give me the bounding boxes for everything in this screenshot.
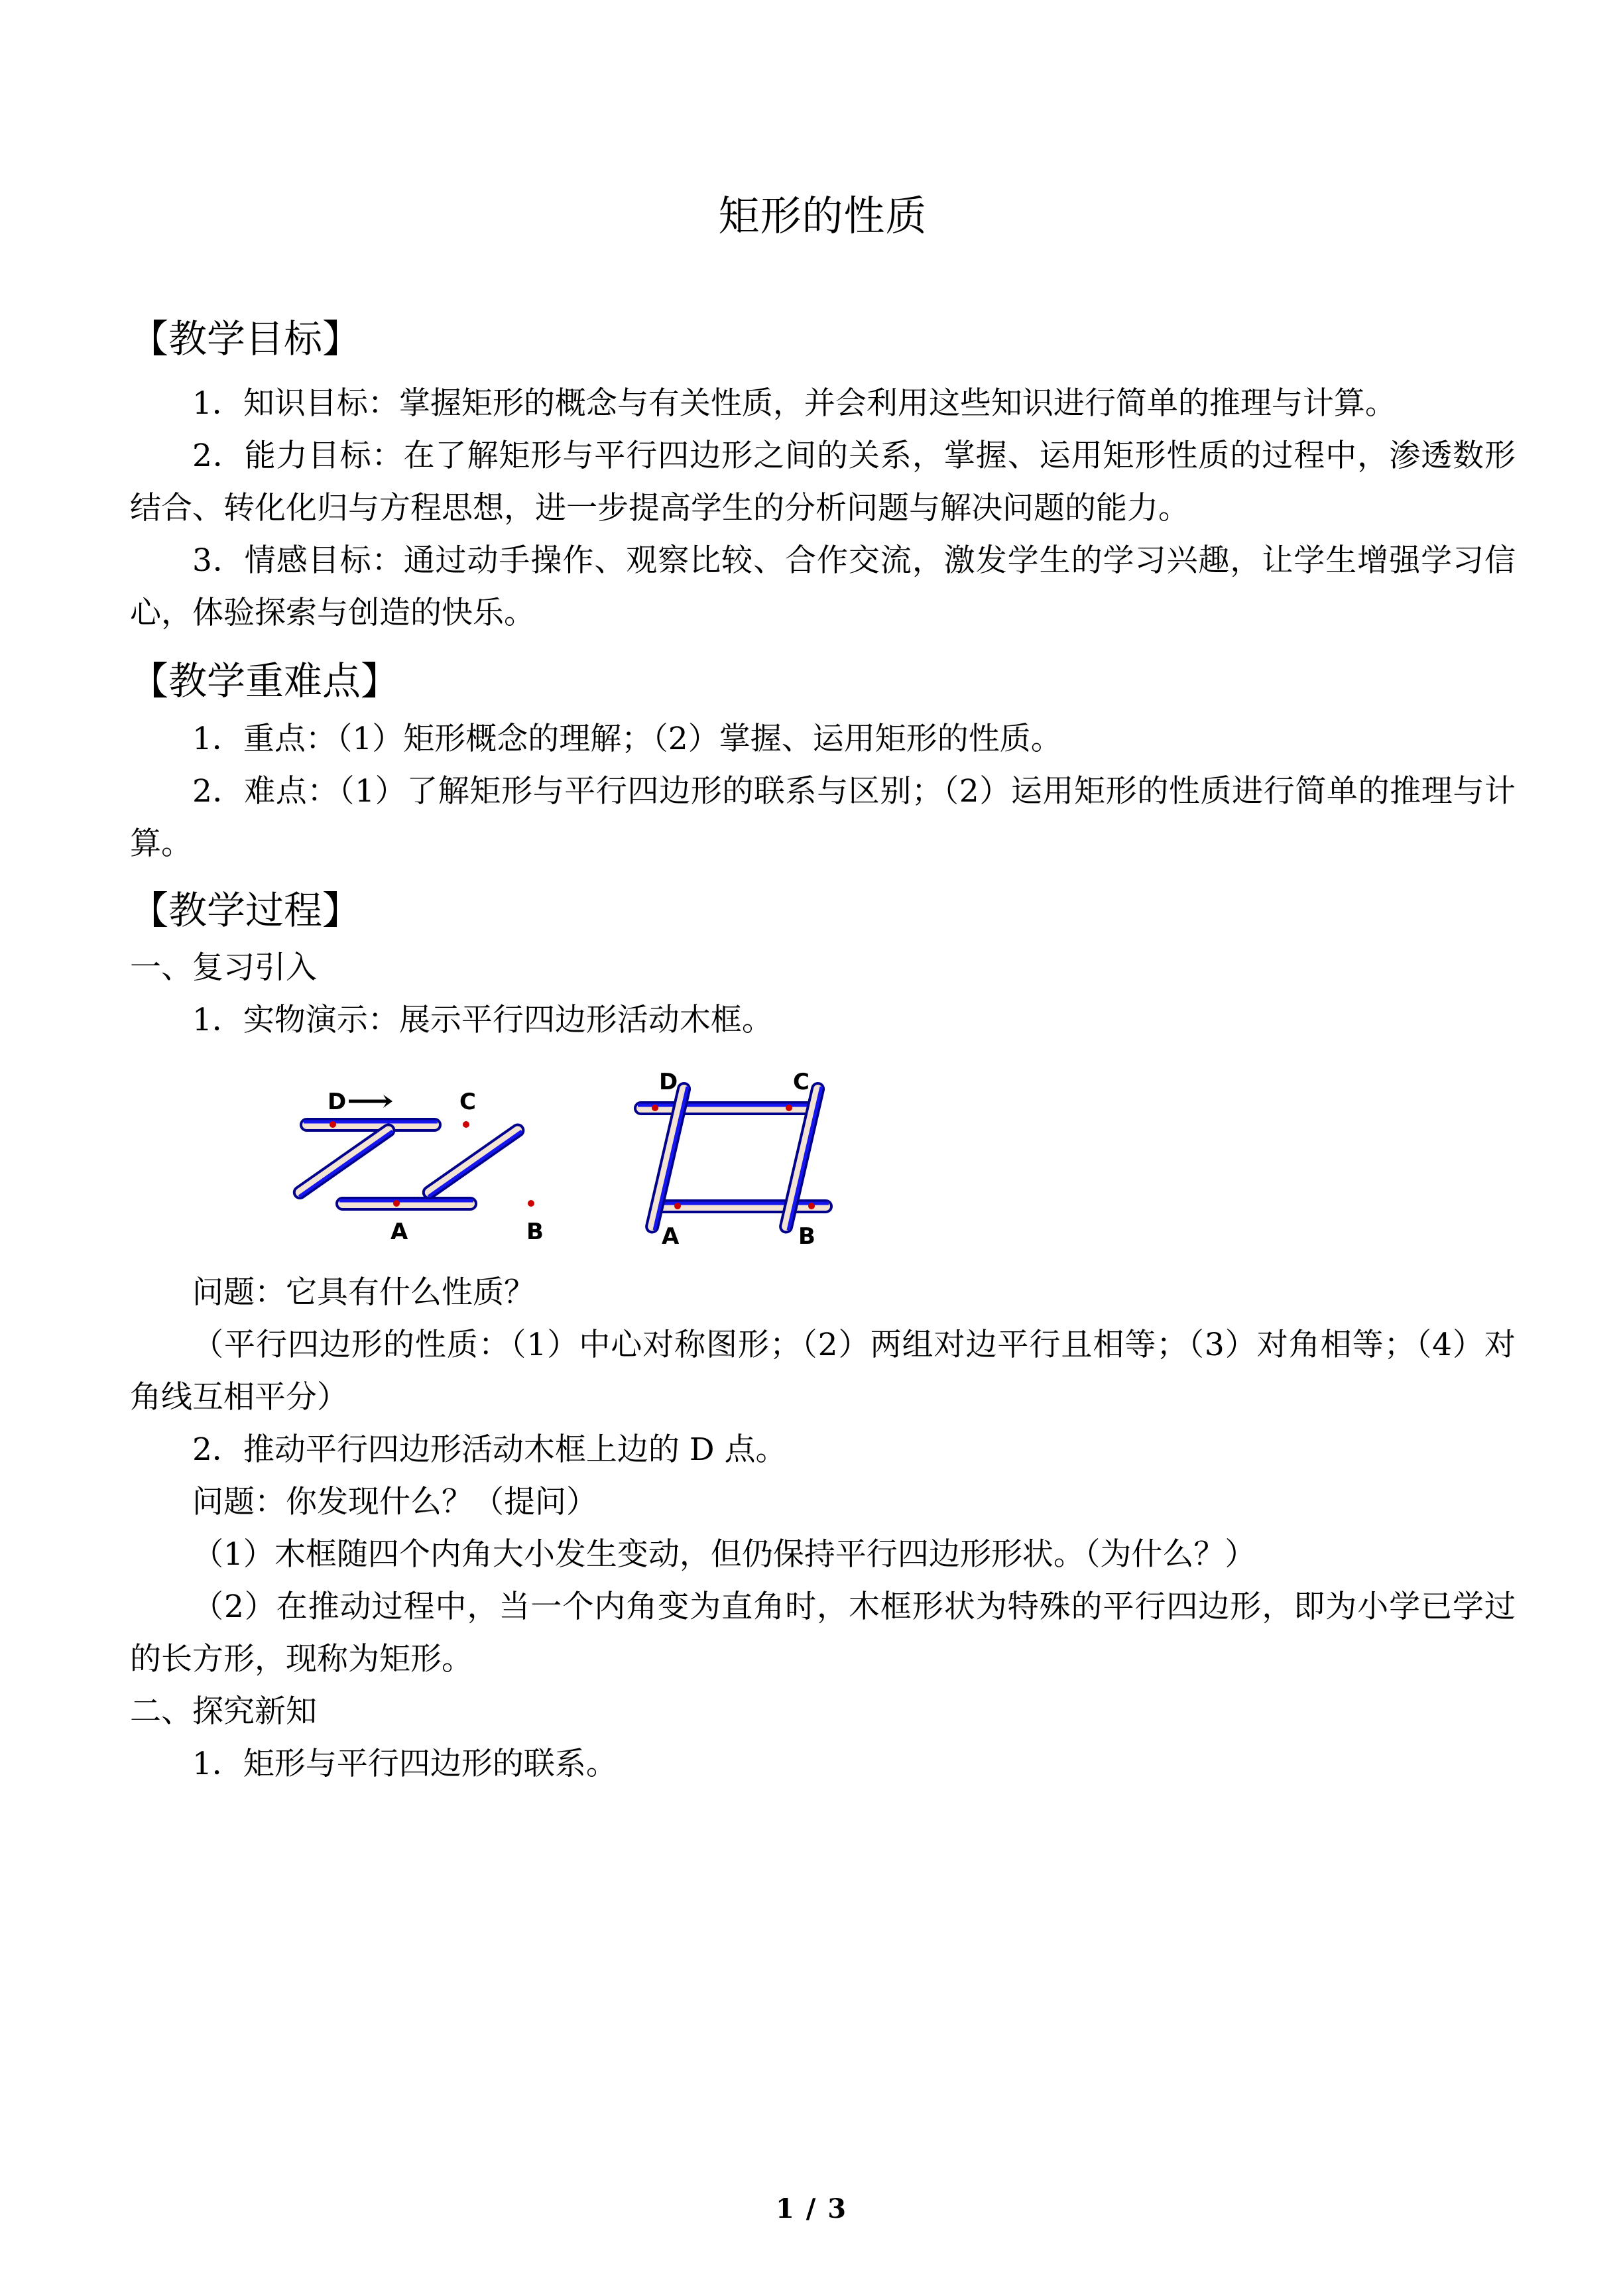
process-part-one-heading: 一、复习引入 [130,949,317,987]
figure-label-d: D [328,1089,347,1116]
pivot-c [786,1105,792,1111]
figure-label-b: B [526,1219,544,1246]
stick-top [301,1119,440,1130]
figure-label-d: D [659,1069,678,1096]
section-heading-teaching-goals: 【教学目标】 [130,316,361,361]
process-part-two-heading: 二、探究新知 [130,1693,317,1730]
figure-label-a: A [391,1219,408,1246]
process-question-2: 问题：你发现什么？（提问） [192,1484,597,1521]
figure-parallelogram-upright [621,1061,886,1256]
parallelogram-frame-slanted-svg [282,1061,587,1254]
process-finding-2: （2）在推动过程中，当一个内角变为直角时，木框形状为特殊的平行四边形，即为小学已学过的长方形，现称为矩形。 [130,1589,1516,1678]
stick-bottom [337,1198,476,1209]
goal-item-3: 3．情感目标：通过动手操作、观察比较、合作交流，激发学生的学习兴趣，让学生增强学习信心，体验探索与创造的快乐。 [130,542,1516,631]
goal-item-2: 2．能力目标：在了解矩形与平行四边形之间的关系，掌握、运用矩形性质的过程中，渗透数形结合、转化化归与方程思想，进一步提高学生的分析问题与解决问题的能力。 [130,437,1516,526]
process-part-one-item-2: 2．推动平行四边形活动木框上边的 D 点。 [192,1431,787,1469]
key-difficulty-item-1: 1．重点：（1）矩形概念的理解；（2）掌握、运用矩形的性质。 [192,720,1062,757]
pivot-c [463,1121,469,1128]
figure-label-c: C [793,1069,810,1096]
process-question-1: 问题：它具有什么性质？ [192,1274,535,1311]
stick-left-slanted [292,1123,396,1201]
process-finding-1: （1）木框随四个内角大小发生变动，但仍保持平行四边形形状。（为什么？） [192,1536,1256,1573]
figure-row [130,1061,1516,1260]
process-answer-1: （平行四边形的性质：（1）中心对称图形；（2）两组对边平行且相等；（3）对角相等；（4）对角线互相平分） [130,1327,1516,1416]
stick-right-slanted [421,1123,525,1201]
figure-parallelogram-slanted [282,1061,587,1256]
pivot-b [808,1203,815,1209]
figure-label-b: B [798,1223,815,1250]
goal-item-1: 1．知识目标：掌握矩形的概念与有关性质，并会利用这些知识进行简单的推理与计算。 [192,385,1396,422]
section-heading-teaching-process: 【教学过程】 [130,887,361,933]
pivot-d [652,1105,658,1111]
parallelogram-frame-upright-svg [621,1061,886,1254]
pivot-d [330,1121,336,1128]
spacer [130,703,1516,713]
spacer [130,932,1516,942]
pivot-a [393,1200,400,1207]
pivot-a [674,1203,681,1209]
key-difficulty-item-2: 2．难点：（1）了解矩形与平行四边形的联系与区别；（2）运用矩形的性质进行简单的推理与计算。 [130,772,1516,862]
page-content [130,0,1516,1791]
figure-label-a: A [662,1223,680,1250]
process-part-two-item-1: 1．矩形与平行四边形的联系。 [192,1745,617,1782]
figure-label-c: C [459,1089,476,1116]
page-title: 矩形的性质 [718,192,928,240]
page-footer: 1 / 3 [775,2193,848,2224]
process-part-one-item-1: 1．实物演示：展示平行四边形活动木框。 [192,1002,773,1039]
pivot-b [528,1200,534,1207]
spacer [130,361,1516,378]
push-arrow-icon [349,1095,392,1108]
section-heading-key-difficulties: 【教学重难点】 [130,658,400,703]
